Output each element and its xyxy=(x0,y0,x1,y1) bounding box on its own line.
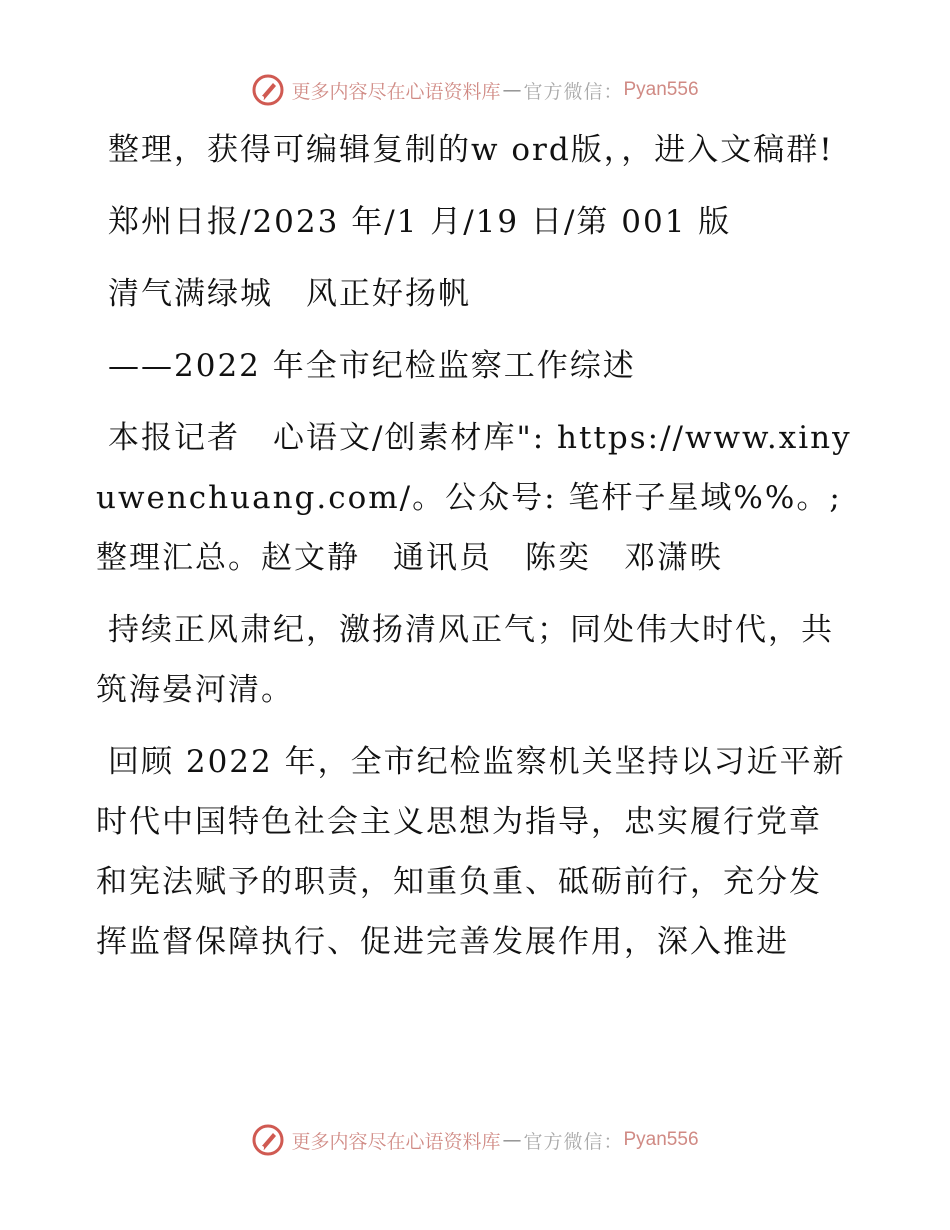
footer-watermark xyxy=(0,1120,950,1160)
article-subtitle: ——2022 年全市纪检监察工作综述 xyxy=(108,348,636,384)
watermark-wechat-account: Pyan556 xyxy=(623,1129,699,1150)
watermark-wechat-account: Pyan556 xyxy=(623,79,699,100)
watermark-wechat-label: 官方微信： xyxy=(523,80,624,103)
publication-line: 郑州日报/2023 年/1 月/19 日/第 001 版 xyxy=(108,204,732,240)
intro-paragraph: 整理，获得可编辑复制的w ord版，，进入文稿群! xyxy=(108,132,834,168)
watermark-wechat-label: 官方微信： xyxy=(523,1130,624,1153)
watermark-site-text: 更多内容尽在心语资料库 xyxy=(291,1130,501,1153)
byline-paragraph: 本报记者 心语文/创素材库": https://www.xinyuwenchuang.com/。公众号: 笔杆子星域%%。;整理汇总。赵文静 通讯员 陈奕 邓潇昳 xyxy=(96,420,852,576)
header-watermark xyxy=(0,70,950,110)
watermark-separator: — xyxy=(502,79,522,101)
pen-logo-icon xyxy=(251,73,285,107)
pen-logo-icon xyxy=(251,1123,285,1157)
watermark-separator: — xyxy=(502,1129,522,1151)
article-title: 清气满绿城 风正好扬帆 xyxy=(108,276,471,312)
body-paragraph: 回顾 2022 年，全市纪检监察机关坚持以习近平新时代中国特色社会主义思想为指导，忠实履行党章和宪法赋予的职责，知重负重、砥砺前行，充分发挥监督保障执行、促进完善发展作用，深入推进 xyxy=(96,744,846,960)
lead-paragraph: 持续正风肃纪，激扬清风正气；同处伟大时代，共筑海晏河清。 xyxy=(96,612,834,708)
document-body xyxy=(96,120,854,972)
watermark-site-text: 更多内容尽在心语资料库 xyxy=(291,80,501,103)
